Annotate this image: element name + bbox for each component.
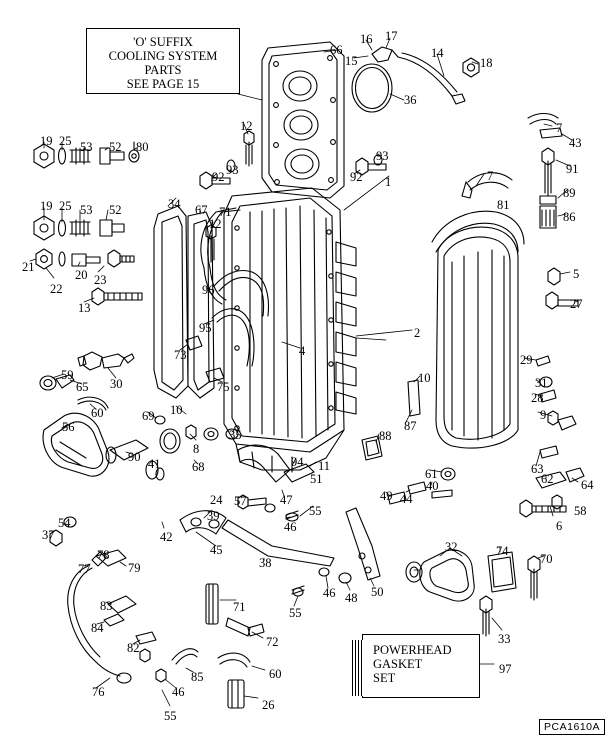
callout-number: 13 xyxy=(78,301,91,315)
callout-number: 34 xyxy=(168,197,181,211)
callout-number: 69 xyxy=(142,409,155,423)
callout-number: 55 xyxy=(289,606,302,620)
callout-number: 94 xyxy=(291,455,304,469)
callout-number: 71 xyxy=(219,205,232,219)
callout-number: 71 xyxy=(233,600,246,614)
callout-number: 25 xyxy=(59,134,72,148)
note-line-2: COOLING SYSTEM xyxy=(108,49,218,63)
callout-number: 7 xyxy=(487,169,494,183)
callout-number: 31 xyxy=(535,376,548,390)
callout-number: 23 xyxy=(94,273,107,287)
callout-number: 51 xyxy=(310,472,323,486)
callout-number: 63 xyxy=(531,462,544,476)
callout-number: 12 xyxy=(209,217,222,231)
callout-number: 83 xyxy=(100,599,113,613)
callout-number: 18 xyxy=(480,56,493,70)
callout-number: 93 xyxy=(226,163,239,177)
callout-number: 73 xyxy=(174,348,187,362)
callout-number: 79 xyxy=(128,561,141,575)
callout-number: 21 xyxy=(22,260,35,274)
callout-number: 60 xyxy=(269,667,282,681)
callout-number: 97 xyxy=(499,662,512,676)
callout-number: 78 xyxy=(97,548,110,562)
callout-number: 12 xyxy=(240,119,253,133)
callout-number: 41 xyxy=(148,457,161,471)
callout-number: 4 xyxy=(299,344,306,358)
callout-number: 45 xyxy=(210,543,223,557)
callout-number: 11 xyxy=(318,459,331,473)
callout-number: 47 xyxy=(280,493,293,507)
callout-number: 1 xyxy=(385,175,392,189)
callout-number: 91 xyxy=(566,162,579,176)
callout-number: 46 xyxy=(323,586,336,600)
callout-number: 65 xyxy=(76,380,89,394)
callout-number: 48 xyxy=(345,591,358,605)
callout-number: 68 xyxy=(192,460,205,474)
callout-number: 60 xyxy=(91,406,104,420)
note-line-3: PARTS xyxy=(144,63,182,77)
callout-number: 67 xyxy=(195,203,208,217)
callout-number: 82 xyxy=(127,641,140,655)
callout-number: 56 xyxy=(62,420,75,434)
callout-number: 38 xyxy=(259,556,272,570)
callout-number: 15 xyxy=(345,54,358,68)
callout-number: 66 xyxy=(330,43,343,57)
callout-number: 57 xyxy=(234,494,247,508)
gasket-line-2: GASKET xyxy=(373,657,423,671)
callout-number: 10 xyxy=(170,403,183,417)
gasket-line-1: POWERHEAD xyxy=(373,643,452,657)
callout-number: 53 xyxy=(80,140,93,154)
callout-number: 53 xyxy=(80,203,93,217)
callout-number: 54 xyxy=(58,516,71,530)
callout-number: 5 xyxy=(573,267,580,281)
callout-number: 37 xyxy=(42,528,55,542)
callout-number: 27 xyxy=(570,297,583,311)
callout-number: 9 xyxy=(540,408,547,422)
callout-number: 76 xyxy=(92,685,105,699)
callout-number: 33 xyxy=(498,632,511,646)
callout-number: 8 xyxy=(193,442,200,456)
callout-number: 77 xyxy=(78,562,91,576)
callout-number: 42 xyxy=(160,530,173,544)
callout-number: 52 xyxy=(109,140,122,154)
callout-number: 6 xyxy=(556,519,563,533)
callout-number: 55 xyxy=(309,504,322,518)
callout-number: 30 xyxy=(110,377,123,391)
callout-number: 22 xyxy=(50,282,63,296)
callout-number: 32 xyxy=(445,540,458,554)
callout-number: 49 xyxy=(380,489,393,503)
callout-number: 74 xyxy=(496,544,509,558)
callout-number: 70 xyxy=(540,552,553,566)
callout-number: 36 xyxy=(404,93,417,107)
callout-number: 86 xyxy=(563,210,576,224)
callout-number: 61 xyxy=(425,467,438,481)
callout-number: 43 xyxy=(569,136,582,150)
callout-number: 89 xyxy=(563,186,576,200)
callout-number: 16 xyxy=(360,32,373,46)
callout-number: 2 xyxy=(414,326,421,340)
diagram-id-label: PCA1610A xyxy=(539,719,605,735)
callout-number: 81 xyxy=(497,198,510,212)
callout-number: 46 xyxy=(172,685,185,699)
powerhead-gasket-set-box xyxy=(362,634,480,698)
callout-number: 52 xyxy=(109,203,122,217)
callout-number: 85 xyxy=(191,670,204,684)
callout-number: 35 xyxy=(229,428,242,442)
note-line-1: 'O' SUFFIX xyxy=(133,35,193,49)
callout-number: 44 xyxy=(400,492,413,506)
callout-number: 80 xyxy=(136,140,149,154)
callout-number: 64 xyxy=(581,478,594,492)
callout-number: 19 xyxy=(40,199,53,213)
callout-number: 75 xyxy=(217,380,230,394)
gasket-line-3: SET xyxy=(373,671,396,685)
callout-number: 19 xyxy=(40,134,53,148)
callout-number: 50 xyxy=(371,585,384,599)
callout-number: 90 xyxy=(128,450,141,464)
callout-number: 87 xyxy=(404,419,417,433)
callout-number: 46 xyxy=(284,520,297,534)
callout-number: 92 xyxy=(212,170,225,184)
callout-number: 10 xyxy=(418,371,431,385)
callout-number: 14 xyxy=(431,46,444,60)
callout-number: 96 xyxy=(202,283,215,297)
callout-number: 7 xyxy=(556,121,563,135)
callout-number: 26 xyxy=(262,698,275,712)
callout-number: 59 xyxy=(61,368,74,382)
note-line-4: SEE PAGE 15 xyxy=(126,77,200,91)
callout-number: 28 xyxy=(531,391,544,405)
callout-number: 40 xyxy=(426,479,439,493)
gasket-box-shade xyxy=(352,640,364,696)
callout-number: 58 xyxy=(574,504,587,518)
callout-number: 72 xyxy=(266,635,279,649)
callout-number: 17 xyxy=(385,29,398,43)
callout-number: 55 xyxy=(164,709,177,723)
callout-number: 84 xyxy=(91,621,104,635)
callout-number: 95 xyxy=(199,321,212,335)
callout-number: 62 xyxy=(541,472,554,486)
callout-number: 29 xyxy=(520,353,533,367)
callout-number: 92 xyxy=(350,170,363,184)
callout-number: 39 xyxy=(207,509,220,523)
callout-number: 25 xyxy=(59,199,72,213)
callout-number: 88 xyxy=(379,429,392,443)
cooling-system-note-box xyxy=(86,28,240,94)
callout-number: 24 xyxy=(210,493,223,507)
callout-number: 93 xyxy=(376,149,389,163)
callout-number: 20 xyxy=(75,268,88,282)
